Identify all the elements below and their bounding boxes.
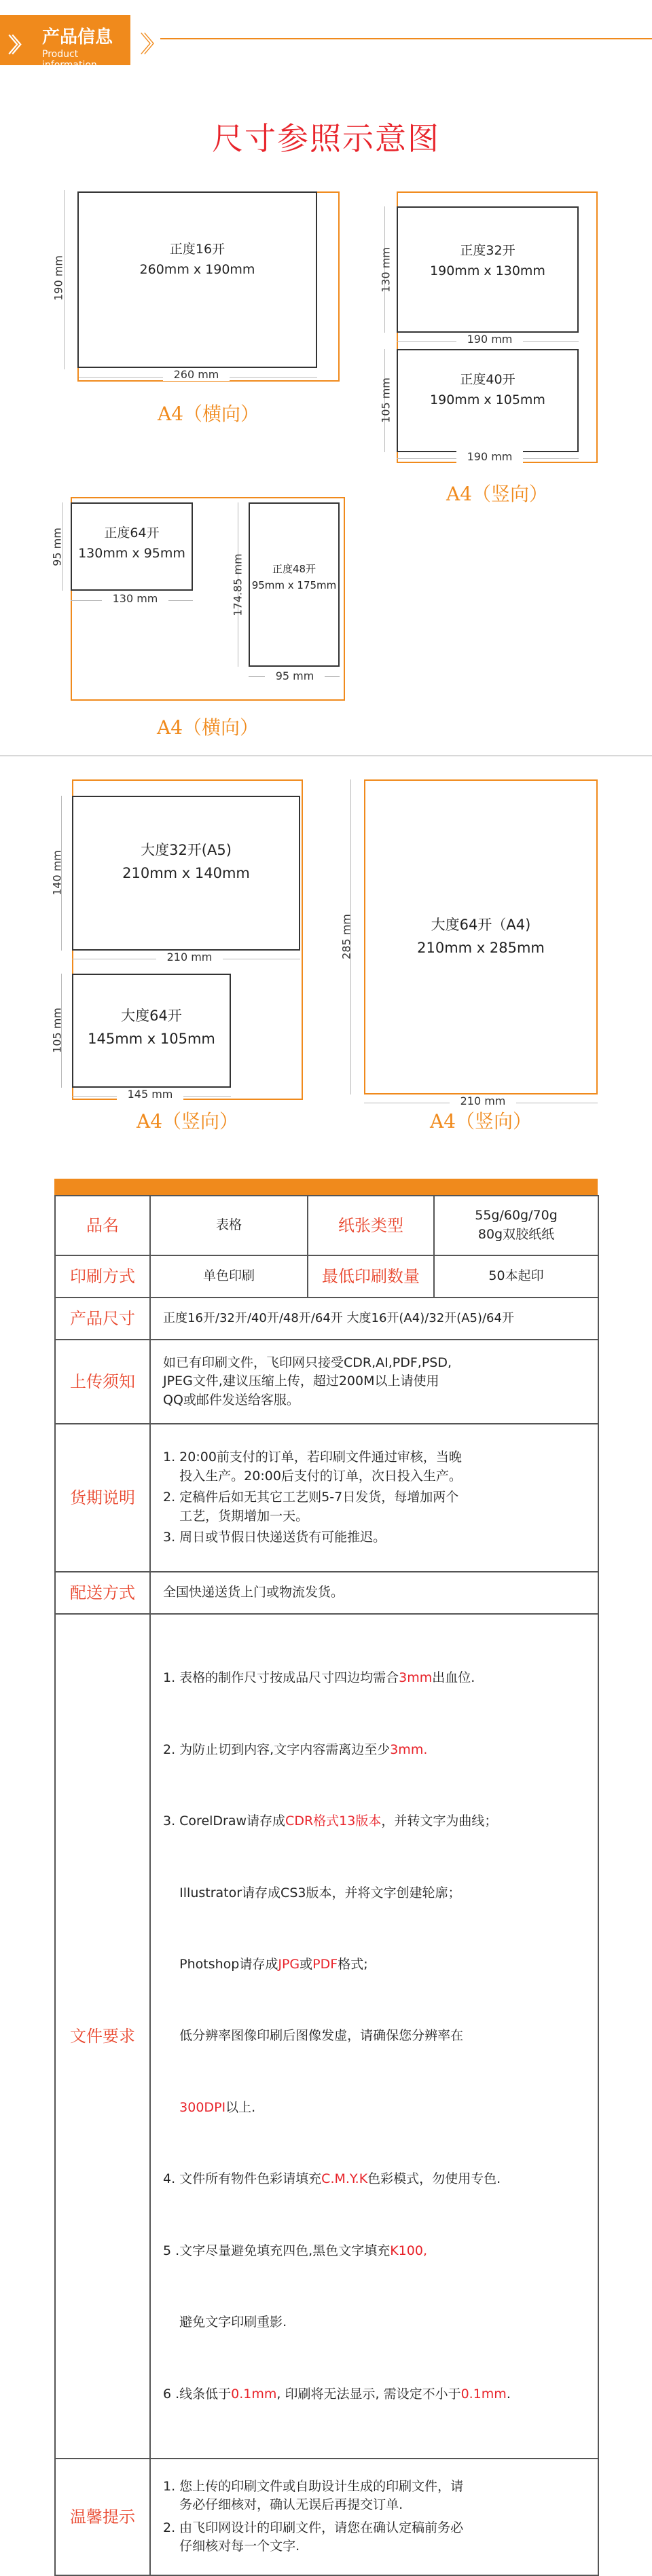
list-item: 300DPI以上. <box>179 2099 256 2115</box>
row-value: 正度16开/32开/40开/48开/64开 大度16开(A4)/32开(A5)/64开 <box>150 1298 598 1340</box>
table-row <box>55 2459 598 2575</box>
zheng32-size: 190mm x 130mm <box>430 263 545 279</box>
zheng16-size: 260mm x 190mm <box>139 262 255 278</box>
row-label: 品名 <box>55 1196 150 1255</box>
list-item: 1. 您上传的印刷文件或自助设计生成的印刷文件，请 务必仔细核对，确认无误后再提交订单. <box>163 2478 464 2513</box>
list-item: 2. 为防止切到内容,文字内容需离边至少3mm. <box>163 1742 428 1757</box>
da64-paper: A4（竖向） <box>429 1110 532 1133</box>
zheng64-width: 130 mm <box>102 592 168 605</box>
zheng48-width: 95 mm <box>265 669 325 682</box>
table-row <box>55 1340 598 1424</box>
header-title: 产品信息 <box>42 27 113 48</box>
zheng40-width: 190 mm <box>456 450 523 463</box>
list-item: 避免文字印刷重影. <box>163 2315 287 2330</box>
row-value: 50本起印 <box>434 1255 598 1298</box>
row-label: 上传须知 <box>55 1340 150 1424</box>
table-row <box>55 1255 598 1298</box>
da64s-height: 105 mm <box>50 1008 64 1053</box>
table-row <box>55 1614 598 2459</box>
da32-size: 210mm x 140mm <box>122 864 250 881</box>
row-label: 产品尺寸 <box>55 1298 150 1340</box>
list-item: 2. 由飞印网设计的印刷文件，请您在确认定稿前务必 仔细核对每一个文字. <box>163 2520 464 2554</box>
zheng16-paper: A4（横向） <box>157 403 260 425</box>
row-value: 全国快递送货上门或物流发货。 <box>150 1572 598 1614</box>
table-row <box>55 1424 598 1572</box>
table-row <box>55 1196 598 1255</box>
row-label: 纸张类型 <box>308 1196 434 1255</box>
list-item: 2. 定稿件后如无其它工艺则5-7日发货，每增加两个 工艺，货期增加一天。 <box>163 1490 459 1524</box>
list-item: 低分辨率图像印刷后图像发虚，请确保您分辨率在 <box>163 2028 464 2044</box>
zheng48-name: 正度48开 <box>272 563 316 575</box>
table-header-bar <box>54 1179 598 1195</box>
zheng40-name: 正度40开 <box>460 372 515 387</box>
list-item: 1. 20:00前支付的订单，若印刷文件通过审核，当晚 投入生产。20:00后支付的订单，次日投入生产。 <box>163 1450 462 1484</box>
table-row <box>55 1298 598 1340</box>
zheng48-size: 95mm x 175mm <box>251 579 337 591</box>
list-item: 6 .线条低于0.1mm, 印刷将无法显示, 需设定不小于0.1mm. <box>163 2386 511 2402</box>
row-label: 配送方式 <box>55 1572 150 1614</box>
zheng64-height: 95 mm <box>50 528 64 566</box>
zheng16-name: 正度16开 <box>169 242 225 257</box>
row-value <box>150 1614 598 2459</box>
list-item: 5 .文字尽量避免填充四色,黑色文字填充K100, <box>163 2243 427 2258</box>
list-item: Illustrator请存成CS3版本，并将文字创建轮廓； <box>163 1885 461 1900</box>
list-item: Photshop请存成JPG或PDF格式; <box>163 1956 368 1972</box>
list-item: 3. CorelDraw请存成CDR格式13版本，并转文字为曲线； <box>163 1814 498 1829</box>
row-value: 单色印刷 <box>150 1255 308 1298</box>
list-item: 4. 文件所有物件色彩请填充C.M.Y.K色彩模式，勿使用专色. <box>163 2171 501 2187</box>
chevron-right-icon: 〉〉 <box>140 31 158 58</box>
chevron-right-icon: 〉〉 <box>8 34 25 58</box>
zheng16-height: 190 mm <box>52 255 65 301</box>
row-label: 货期说明 <box>55 1424 150 1572</box>
da32-height: 140 mm <box>50 850 64 896</box>
da64-width: 210 mm <box>450 1094 516 1107</box>
zheng32-width: 190 mm <box>456 333 523 346</box>
page-title: 尺寸参照示意图 <box>212 120 440 157</box>
spec-table <box>54 1195 599 2576</box>
zheng64-name: 正度64开 <box>104 526 160 540</box>
header-subtitle: Product information <box>42 49 97 71</box>
zheng40-paper: A4（竖向） <box>446 483 549 505</box>
zheng40-size: 190mm x 105mm <box>430 392 545 408</box>
row-label: 印刷方式 <box>55 1255 150 1298</box>
section-divider <box>0 755 652 756</box>
da64s-paper: A4（竖向） <box>136 1110 239 1133</box>
zheng40-height: 105 mm <box>379 378 393 423</box>
header-tab <box>0 15 130 71</box>
zheng32-name: 正度32开 <box>460 243 515 258</box>
da64s-size: 145mm x 105mm <box>88 1030 215 1047</box>
da32-width: 210 mm <box>156 951 223 963</box>
da32-name: 大度32开(A5) <box>141 842 232 858</box>
row-label: 最低印刷数量 <box>308 1255 434 1298</box>
list-item: 1. 表格的制作尺寸按成品尺寸四边均需合3mm出血位. <box>163 1670 475 1686</box>
zheng64-size: 130mm x 95mm <box>78 546 185 562</box>
da64-size: 210mm x 285mm <box>417 939 545 956</box>
list-item: 3. 周日或节假日快递送货有可能推迟。 <box>163 1530 386 1545</box>
header-divider <box>160 38 652 39</box>
zheng48-height: 174.85 mm <box>231 553 244 617</box>
da64-name: 大度64开（A4) <box>431 917 531 933</box>
row-value <box>150 1424 598 1572</box>
zheng16-width: 260 mm <box>163 368 230 381</box>
row-value: 表格 <box>150 1196 308 1255</box>
da64s-width: 145 mm <box>117 1088 183 1101</box>
table-row <box>55 1572 598 1614</box>
row-value: 如已有印刷文件，飞印网只接受CDR,AI,PDF,PSD, JPEG文件,建议压缩上传，超过200M以上请使用 QQ或邮件发送给客服。 <box>150 1340 598 1424</box>
zheng48-paper: A4（横向） <box>156 716 259 739</box>
row-label: 文件要求 <box>55 1614 150 2459</box>
row-value <box>150 2459 598 2575</box>
zheng32-height: 130 mm <box>379 247 393 293</box>
row-value: 55g/60g/70g 80g双胶纸纸 <box>434 1196 598 1255</box>
da64s-name: 大度64开 <box>121 1008 182 1024</box>
row-label: 温馨提示 <box>55 2459 150 2575</box>
da64-height: 285 mm <box>340 914 353 959</box>
